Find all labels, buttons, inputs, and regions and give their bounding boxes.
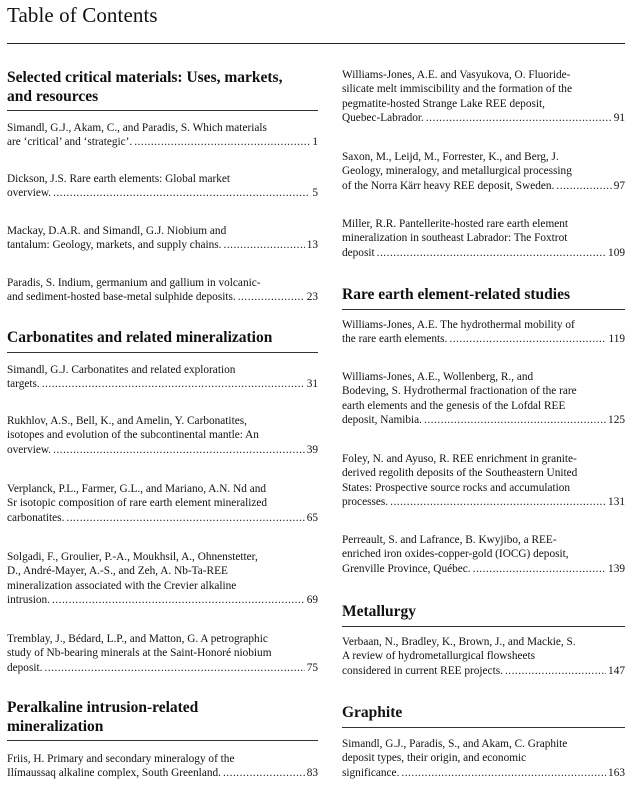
leader-dots [53,186,310,200]
toc-entry[interactable] [7,276,318,305]
entry-line: Miller, R.R. Pantellerite-hosted rare earth element [342,218,569,230]
entry-line: Perreault, S. and Lafrance, B. Kwyjibo, a REE- [342,534,557,546]
section-divider [7,740,318,741]
entry-line: of the Norra Kärr heavy REE deposit, Sweden. [342,179,555,192]
entry-line: Mackay, D.A.R. and Simandl, G.J. Niobium and [7,225,227,237]
entry-line: Williams-Jones, A.E., Wollenberg, R., and [342,371,534,383]
leader-dots [505,664,606,678]
entry-line: significance. [342,766,400,779]
section-divider [342,727,625,728]
page-number: 13 [306,239,318,252]
toc-entry[interactable] [7,482,318,525]
leader-dots [424,413,606,427]
entry-line: Rukhlov, A.S., Bell, K., and Amelin, Y. Carbonatites, [7,415,247,427]
leader-dots [426,111,612,125]
toc-entry[interactable] [7,414,318,457]
toc-entry[interactable] [342,150,625,193]
toc-entry[interactable] [342,452,625,509]
toc-entry[interactable] [342,318,625,347]
entry-line: Bodeving, S. Hydrothermal fractionation of the rare [342,385,577,398]
entry-line: Verbaan, N., Bradley, K., Brown, J., and Mackie, S. [342,636,576,648]
toc-entry[interactable] [342,370,625,427]
section-divider [342,309,625,310]
page-number: 65 [306,511,318,524]
entry-line: overview. [7,187,52,200]
entry-line: Ilímaussaq alkaline complex, South Greenland. [7,767,221,780]
entry-line: Paradis, S. Indium, germanium and gallium in volcanic- [7,277,261,289]
section-title-line: mineralization [7,718,104,735]
entry-line: D., André-Mayer, A.-S., and Zeh, A. Nb-Ta-REE [7,565,228,578]
leader-dots [66,511,304,525]
section-title-line: Metallurgy [342,603,417,620]
entry-line: overview. [7,443,52,456]
entry-line: Sr isotopic composition of rare earth element mineralized [7,497,268,510]
entry-line: Tremblay, J., Bédard, L.P., and Matton, G. A petrographic [7,633,268,645]
page-number: 109 [608,246,625,259]
toc-entry[interactable] [7,224,318,253]
entry-line: Dickson, J.S. Rare earth elements: Global market [7,173,231,185]
entry-line: Quebec-Labrador. [342,111,424,124]
section-title-line: Carbonatites and related mineralization [7,329,273,346]
entry-line: Grenville Province, Québec. [342,562,471,575]
page-number: 91 [613,111,625,124]
toc-entry[interactable] [342,533,625,576]
section-title-line: Graphite [342,704,403,721]
page-number: 163 [608,766,625,779]
entry-line: intrusion. [7,593,50,606]
toc-entry[interactable] [342,217,625,260]
toc-entry[interactable] [342,68,625,125]
leader-dots [377,246,606,260]
entry-line: Foley, N. and Ayuso, R. REE enrichment in granite- [342,453,577,465]
leader-dots [44,661,304,675]
entry-line: mineralization in southeast Labrador: The Foxtrot [342,232,568,245]
entry-line: A review of hydrometallurgical flowsheets [342,650,536,663]
page-number: 39 [306,443,318,456]
leader-dots [224,238,305,252]
toc-entry[interactable] [7,121,318,150]
leader-dots [42,377,305,391]
entry-line: earth elements and the genesis of the Lofdal REE [342,399,566,412]
entry-line: deposit. [7,661,43,674]
page-number: 69 [306,593,318,606]
leader-dots [390,495,606,509]
entry-line: tantalum: Geology, markets, and supply chains. [7,239,222,252]
section-heading [342,285,625,304]
page-number: 31 [306,378,318,391]
leader-dots [52,593,305,607]
entry-line: study of Nb-bearing minerals at the Saint-Honoré niobium [7,647,272,660]
entry-line: Williams-Jones, A.E. The hydrothermal mobility of [342,319,575,331]
entry-line: Friis, H. Primary and secondary mineralogy of the [7,753,235,765]
entry-line: Verplanck, P.L., Farmer, G.L., and Mariano, A.N. Nd and [7,483,267,495]
entry-line: targets. [7,378,40,391]
entry-line: silicate melt immiscibility and the formation of the [342,83,572,96]
section-divider [342,626,625,627]
toc-entry[interactable] [342,635,625,678]
toc-entry[interactable] [7,172,318,201]
section-title-line: and resources [7,88,99,105]
entry-line: Geology, mineralogy, and metallurgical processing [342,165,572,178]
page-number: 1 [312,136,318,149]
page-number: 75 [306,661,318,674]
section-heading [7,698,318,736]
section-divider [7,352,318,353]
entry-line: and sediment-hosted base-metal sulphide deposits. [7,291,236,304]
entry-line: Solgadi, F., Groulier, P.-A., Moukhsil, A., Ohnenstetter, [7,551,258,563]
entry-line: the rare earth elements. [342,333,448,346]
entry-line: Saxon, M., Leijd, M., Forrester, K., and Berg, J. [342,151,559,163]
page-number: 125 [608,413,625,426]
toc-entry[interactable] [342,737,625,780]
section-heading [342,703,625,722]
entry-line: Simandl, G.J. Carbonatites and related exploration [7,364,236,376]
page-number: 97 [613,179,625,192]
page-number: 5 [312,187,318,200]
entry-line: States: Prospective source rocks and accumulation [342,481,571,494]
page-number: 131 [608,495,625,508]
entry-line: are ‘critical’ and ‘strategic’. [7,136,133,149]
entry-line: Simandl, G.J., Akam, C., and Paradis, S. Which materials [7,122,267,134]
page-number: 23 [306,291,318,304]
leader-dots [238,290,305,304]
leader-dots [473,562,606,576]
section-heading [342,602,625,621]
leader-dots [449,332,606,346]
entry-line: considered in current REE projects. [342,664,503,677]
section-title-line: Peralkaline intrusion-related [7,699,199,716]
toc-entry[interactable] [7,752,318,781]
toc-entry[interactable] [7,363,318,392]
entry-line: Williams-Jones, A.E. and Vasyukova, O. Fluoride- [342,69,571,81]
title-divider [7,43,625,44]
section-heading [7,328,318,347]
entry-line: carbonatites. [7,511,65,524]
page-number: 83 [306,767,318,780]
entry-line: mineralization associated with the Crevier alkaline [7,579,237,592]
section-divider [7,110,318,111]
entry-line: enriched iron oxides-copper-gold (IOCG) deposit, [342,548,569,561]
entry-line: derived regolith deposits of the Southeastern United [342,467,578,480]
section-title-line: Rare earth element-related studies [342,286,570,303]
entry-line: deposit [342,246,375,259]
page-number: 147 [608,664,625,677]
entry-line: deposit types, their origin, and economic [342,752,527,765]
toc-entry[interactable] [7,632,318,675]
page-title: Table of Contents [7,3,158,27]
toc-entry[interactable] [7,550,318,607]
leader-dots [223,766,305,780]
page-number: 119 [608,333,625,346]
leader-dots [556,179,611,193]
entry-line: deposit, Namibia. [342,413,423,426]
leader-dots [401,766,606,780]
entry-line: processes. [342,495,389,508]
leader-dots [134,135,310,149]
section-heading [7,68,318,106]
page-number: 139 [608,562,625,575]
section-title-line: Selected critical materials: Uses, markets, [7,69,283,86]
leader-dots [53,443,305,457]
entry-line: Simandl, G.J., Paradis, S., and Akam, C. Graphite [342,738,568,750]
entry-line: isotopes and evolution of the subcontinental mantle: An [7,429,259,442]
entry-line: pegmatite-hosted Strange Lake REE deposit, [342,97,545,110]
